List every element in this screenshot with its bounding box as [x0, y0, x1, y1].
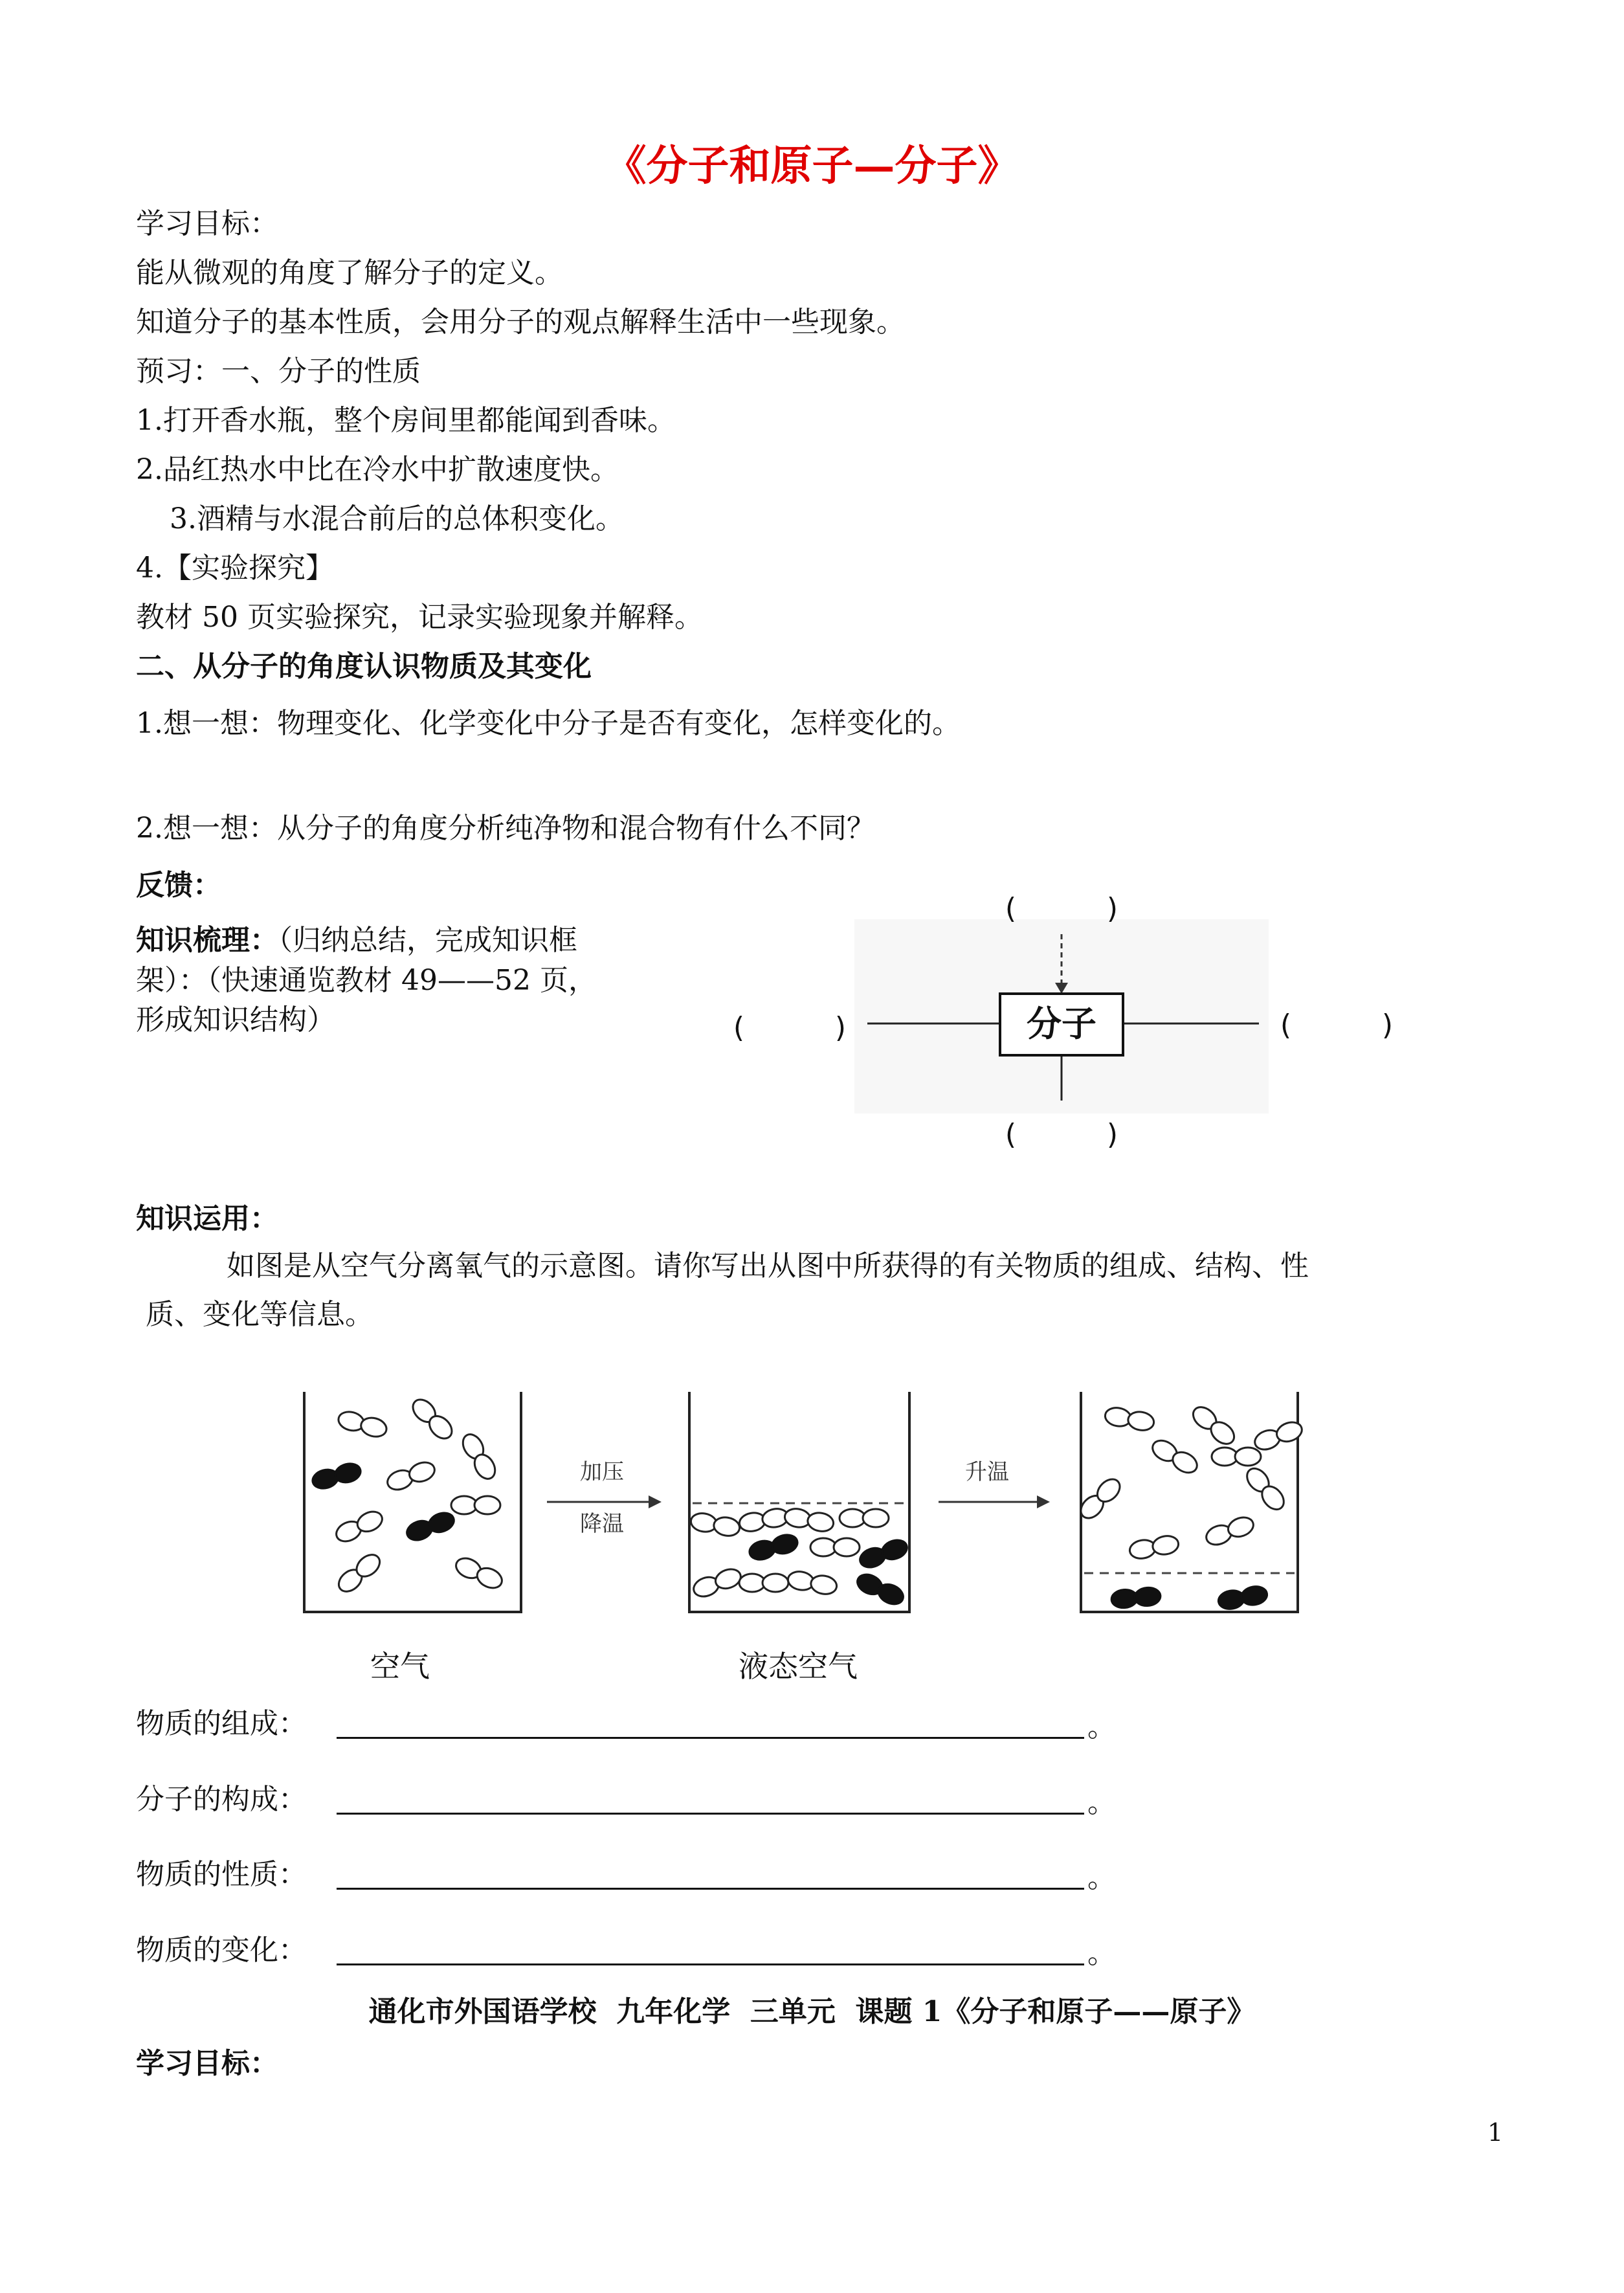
summary-line-3: 形成知识结构） [136, 1003, 335, 1036]
summary-label: 知识梳理： [136, 924, 278, 957]
preview-heading: 预习：一、分子的性质 [136, 355, 421, 388]
arrow-compress-cool [547, 1459, 662, 1537]
fill-end-property: 。 [1087, 1861, 1116, 1894]
page-number: 1 [1487, 2118, 1504, 2147]
beaker-heated [1076, 1392, 1304, 1612]
page-title: 《分子和原子—分子》 [605, 142, 1019, 190]
arrow1-top-label: 加压 [580, 1459, 624, 1485]
fill-end-structure: 。 [1087, 1786, 1116, 1819]
section2-q1: 1.想一想：物理变化、化学变化中分子是否有变化，怎样变化的。 [136, 707, 961, 740]
goal-item-1: 能从微观的角度了解分子的定义。 [136, 256, 563, 289]
summary-text-1: （归纳总结，完成知识框 [278, 924, 577, 957]
preview-item-2: 2.品红热水中比在冷水中扩散速度快。 [136, 453, 619, 486]
air-separation-diagram [0, 1359, 1624, 1696]
section2-q2: 2.想一想：从分子的角度分析纯净物和混合物有什么不同？ [136, 812, 875, 845]
arrow1-bottom-label: 降温 [580, 1511, 624, 1537]
fill-end-change: 。 [1087, 1937, 1116, 1970]
feedback-heading: 反馈： [136, 869, 221, 902]
fill-row-change [136, 1932, 307, 1969]
arrow-heat [939, 1459, 1050, 1508]
fill-row-structure [136, 1782, 307, 1818]
fill-blank-composition[interactable] [337, 1737, 1084, 1739]
fill-blank-structure[interactable] [337, 1813, 1084, 1815]
preview-item-5: 教材 50 页实验探究，记录实验现象并解释。 [136, 601, 703, 634]
fill-row-composition [136, 1706, 307, 1742]
framework-right-blank: ( ) [1280, 1009, 1394, 1042]
fill-label-composition: 物质的组成： [136, 1707, 307, 1740]
summary-line-2: 架）：（快速通览教材 49——52 页， [136, 964, 597, 997]
beaker-liquid-air [689, 1392, 909, 1612]
framework-center-label: 分子 [1027, 1003, 1096, 1044]
application-text-1: 如图是从空气分离氧气的示意图。请你写出从图中所获得的有关物质的组成、结构、性 [227, 1249, 1309, 1282]
beaker-air [304, 1392, 521, 1612]
fill-end-composition: 。 [1087, 1710, 1116, 1743]
label-liquid-air: 液态空气 [739, 1649, 858, 1684]
footer-goals: 学习目标： [136, 2047, 278, 2080]
section2-heading: 二、从分子的角度认识物质及其变化 [136, 650, 592, 683]
application-heading: 知识运用： [136, 1202, 278, 1235]
preview-item-4: 4.【实验探究】 [136, 552, 334, 585]
framework-bottom-blank: ( ) [1005, 1118, 1118, 1151]
fill-label-change: 物质的变化： [136, 1934, 307, 1967]
fill-label-structure: 分子的构成： [136, 1783, 307, 1816]
label-air: 空气 [370, 1649, 430, 1684]
goals-heading: 学习目标： [136, 207, 278, 240]
fill-row-property [136, 1857, 307, 1893]
fill-blank-change[interactable] [337, 1963, 1084, 1965]
arrow2-label: 升温 [965, 1459, 1009, 1485]
preview-item-3: 3.酒精与水混合前后的总体积变化。 [170, 502, 624, 535]
fill-blank-property[interactable] [337, 1888, 1084, 1890]
framework-top-blank: ( ) [1005, 892, 1118, 925]
framework-left-blank: ( ) [733, 1011, 847, 1044]
fill-label-property: 物质的性质： [136, 1858, 307, 1891]
application-text-2: 质、变化等信息。 [146, 1298, 373, 1331]
footer-heading: 通化市外国语学校 九年化学 三单元 课题 1《分子和原子——原子》 [368, 1995, 1256, 2028]
preview-item-1: 1.打开香水瓶，整个房间里都能闻到香味。 [136, 404, 676, 437]
goal-item-2: 知道分子的基本性质，会用分子的观点解释生活中一些现象。 [136, 306, 905, 339]
